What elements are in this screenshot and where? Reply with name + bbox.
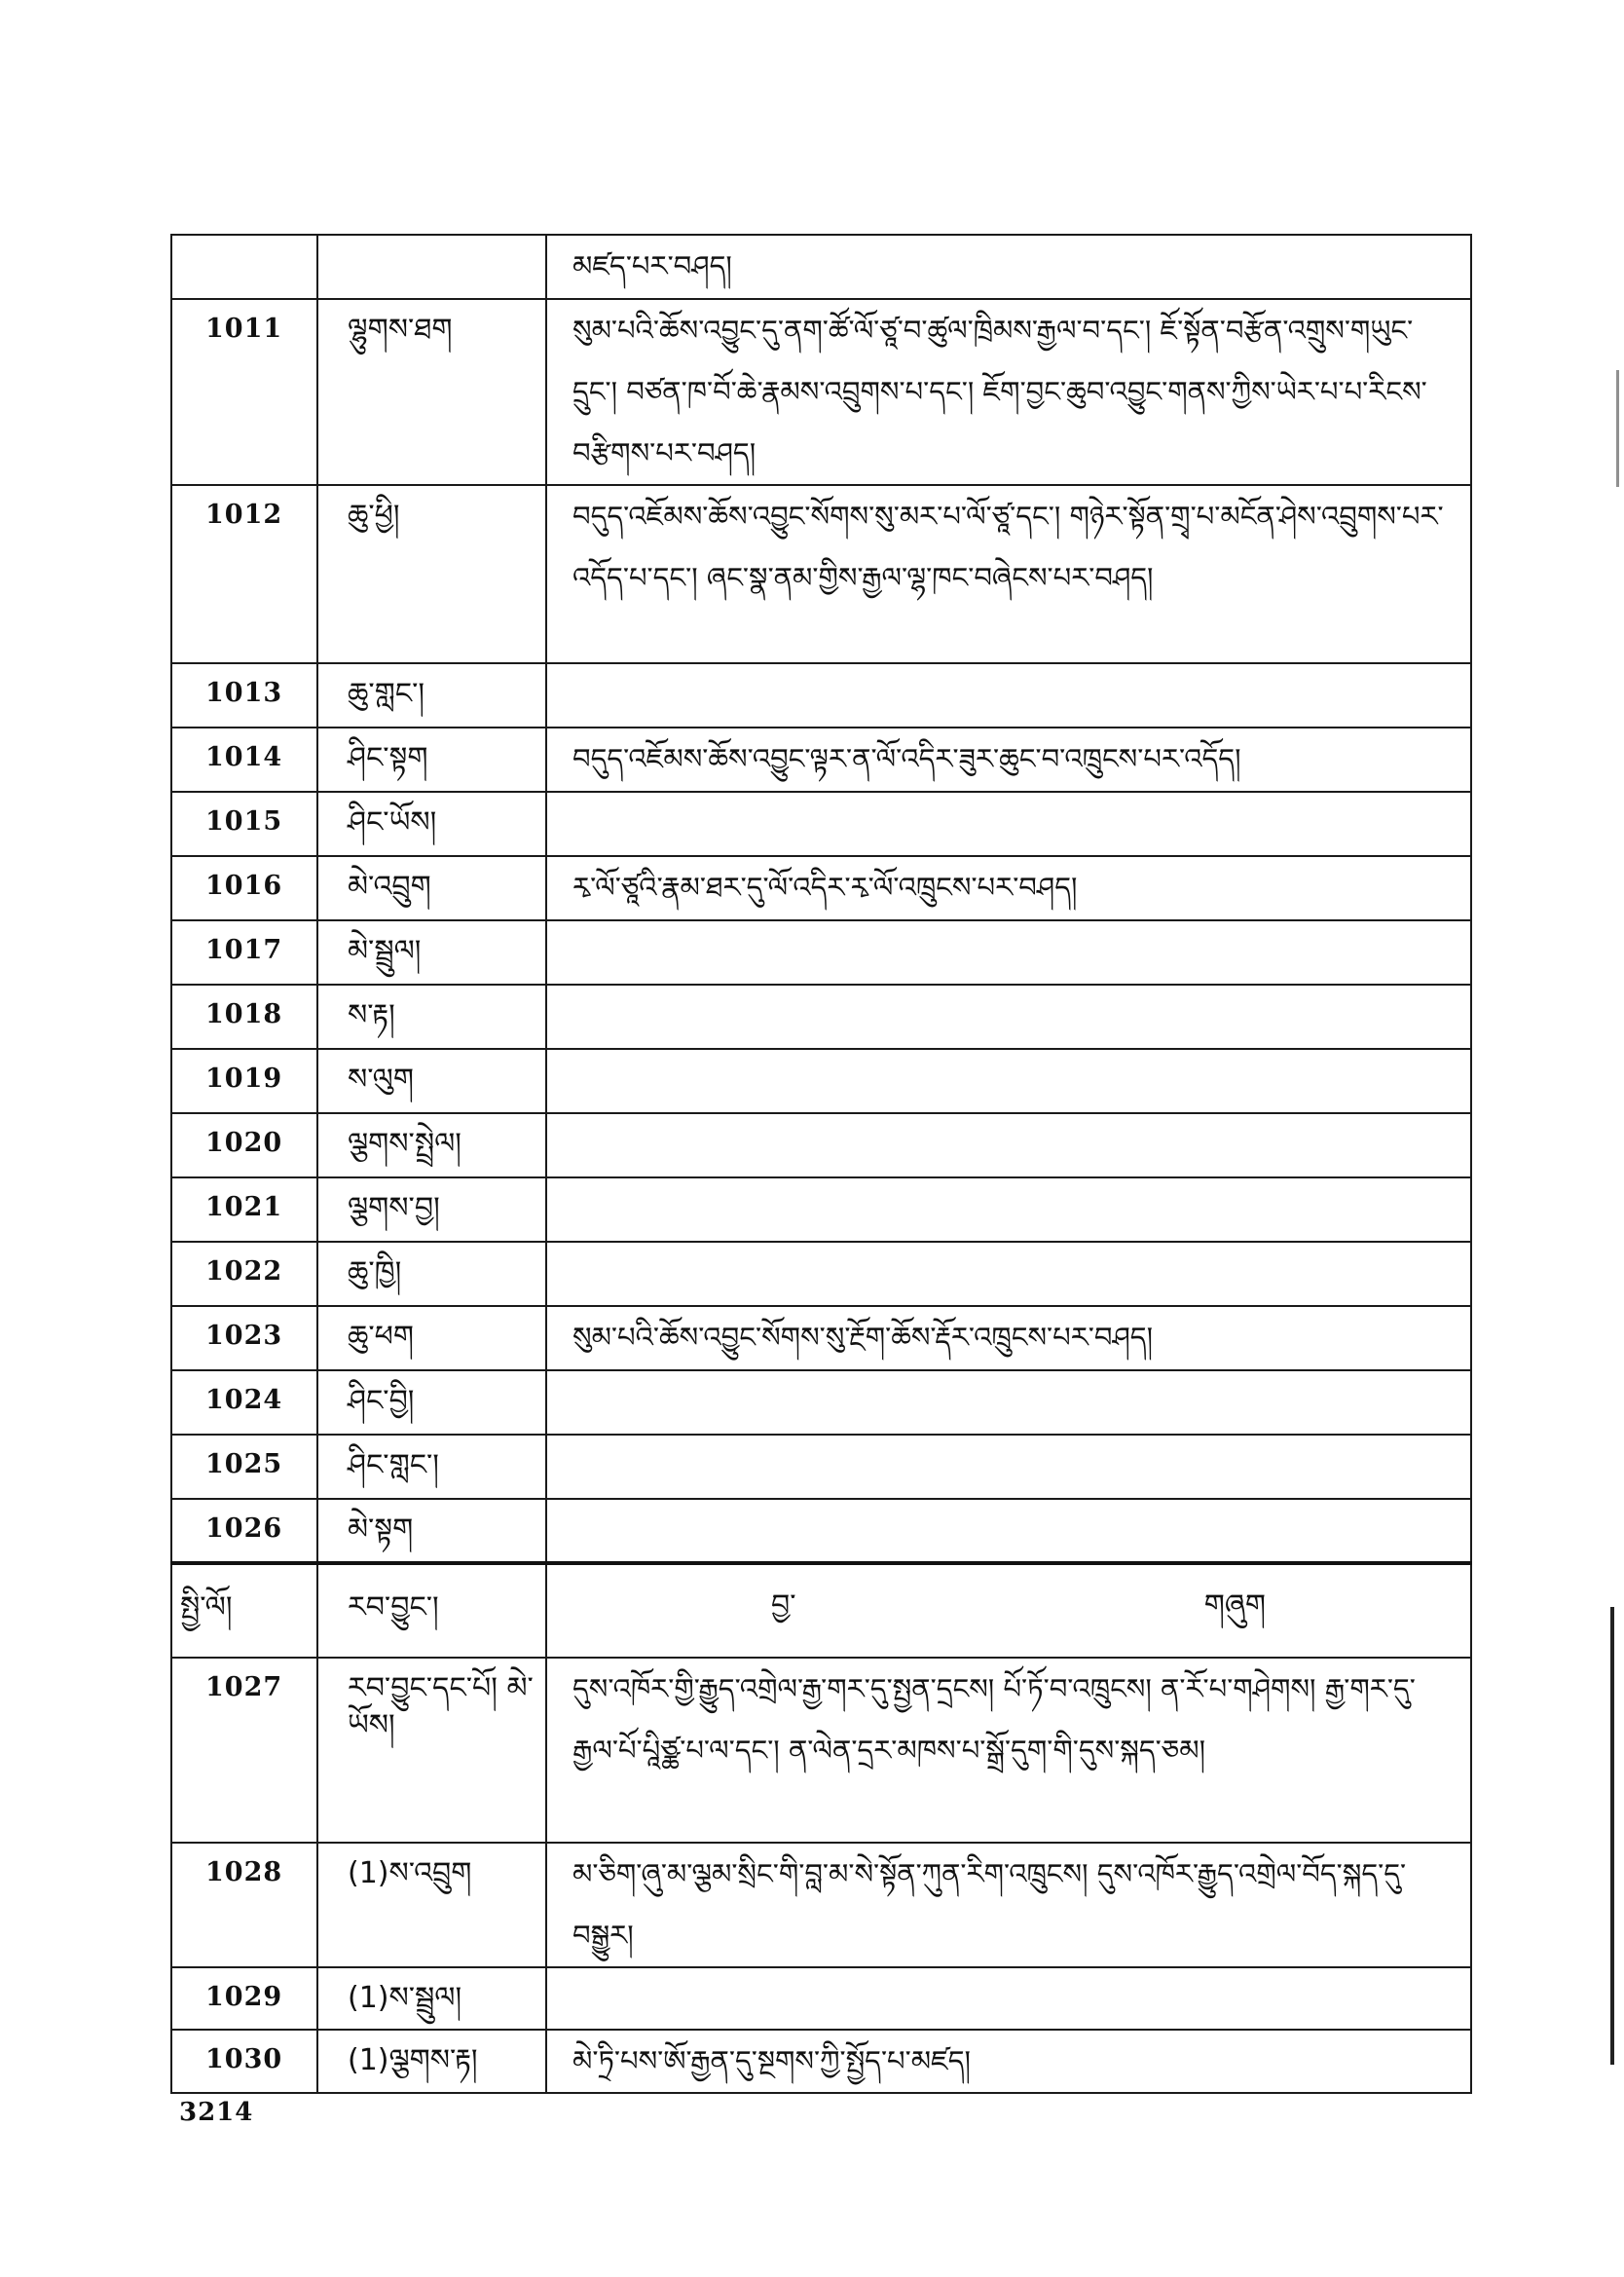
row-term-cell <box>317 920 546 985</box>
row-year-cell <box>171 1435 317 1499</box>
row-year: 1026 <box>205 1513 283 1544</box>
row-desc-cell <box>546 235 1471 299</box>
chronology-table <box>170 234 1472 2094</box>
row-year-cell <box>171 1177 317 1242</box>
row-term-cell <box>317 1242 546 1306</box>
row-term: མེ་སྟག <box>348 1512 414 1547</box>
row-year <box>172 236 316 249</box>
row-description: དུས་འཁོར་གྱི་རྒྱུད་འགྲེལ་རྒྱ་གར་དུ་སྤྱན་དྲངས། པོ་ཏོ་བ་འཁྲུངས། ན་རོ་པ་གཤེགས། རྒྱ་གར་དུ་རྒྱལ་པོ་པཱིཙྪ་པ་ལ་དང་། ན་ལེན་དྲར་མཁས་པ་སྒྲོ་དུག་གི་དུས་སྐད་ཅམ། <box>572 1672 1416 1767</box>
row-description: རྭ་ལོ་ཙཱའི་རྣམ་ཐར་དུ་ལོ་འདིར་རྭ་ལོ་འཁྲུངས་པར་བཤད། <box>572 871 1078 904</box>
table-row <box>171 856 1471 920</box>
row-year-cell <box>171 728 317 792</box>
row-description: བདུད་འཇོམས་ཆོས་འབྱུང་སོགས་སུ་མར་པ་ལོ་ཙཱ་དང་། གཉེར་སྟོན་གྲྭ་པ་མངོན་ཤེས་འབྲུགས་པར་འདོད་པ་དང་། ཞང་སྣ་ནམ་གྱིས་རྒྱལ་ལྷ་ཁང་བཞེངས་པར་བཤད། <box>572 500 1444 594</box>
row-year-cell <box>171 1306 317 1370</box>
row-year: 1012 <box>205 500 283 530</box>
table-row <box>171 1843 1471 1967</box>
row-term-cell <box>317 1843 546 1967</box>
row-year: 1016 <box>205 871 283 901</box>
row-term-cell <box>317 1967 546 2030</box>
row-desc-cell <box>546 1843 1471 1967</box>
row-term: མེ་སྦྲུལ། <box>348 934 422 968</box>
header-desc-left: བྱ་ <box>771 1588 796 1623</box>
row-description: སུམ་པའི་ཆོས་འབྱུང་སོགས་སུ་རྔོག་ཆོས་རྡོར་འཁྲུངས་པར་བཤད། <box>572 1321 1154 1354</box>
table-row <box>171 2030 1471 2093</box>
row-term-cell <box>317 1658 546 1843</box>
table-row <box>171 1113 1471 1177</box>
row-desc-cell <box>546 920 1471 985</box>
row-term: (1)ལྕགས་རྟ། <box>348 2043 478 2077</box>
table-header-row <box>171 1563 1471 1658</box>
row-year-cell <box>171 1843 317 1967</box>
row-term-cell <box>317 485 546 663</box>
table-row <box>171 1177 1471 1242</box>
row-term: ས་རྟ། <box>348 998 395 1032</box>
row-year-cell <box>171 663 317 728</box>
row-year: 1017 <box>205 935 283 965</box>
row-year: 1019 <box>205 1064 283 1094</box>
table-row <box>171 1049 1471 1113</box>
row-term: ཆུ་ཕྱི། <box>348 499 400 533</box>
row-term-cell <box>317 235 546 299</box>
row-desc-cell <box>546 1177 1471 1242</box>
row-desc-cell <box>546 1049 1471 1113</box>
row-desc-cell <box>546 1658 1471 1843</box>
row-desc-cell <box>546 792 1471 856</box>
table-row <box>171 485 1471 663</box>
row-term: ལྷུགས་ཐག <box>348 313 453 347</box>
row-term <box>318 236 545 247</box>
row-description: མེ་ཏྲི་པས་ཨོ་རྒྱན་དུ་སྔགས་ཀྱི་སྤྱོད་པ་མཛད། <box>572 2044 971 2077</box>
row-term-cell <box>317 1177 546 1242</box>
row-year: 1022 <box>205 1256 283 1287</box>
row-term: མེ་འབྲུག <box>348 870 431 904</box>
row-desc-cell <box>546 1306 1471 1370</box>
row-desc-cell <box>546 485 1471 663</box>
row-year-cell <box>171 920 317 985</box>
table-row <box>171 1306 1471 1370</box>
row-year-cell <box>171 299 317 485</box>
row-year: 1025 <box>205 1449 283 1479</box>
row-term: (1)ས་འབྲུག <box>348 1856 472 1890</box>
row-year: 1029 <box>205 1982 283 2012</box>
row-term-cell <box>317 728 546 792</box>
table-row <box>171 1242 1471 1306</box>
row-term-cell <box>317 1306 546 1370</box>
row-term-cell <box>317 1113 546 1177</box>
table-row <box>171 299 1471 485</box>
row-desc-cell <box>546 1499 1471 1563</box>
row-term-cell <box>317 299 546 485</box>
table-row <box>171 235 1471 299</box>
page-number: 3214 <box>179 2098 254 2127</box>
scan-edge-mark <box>1610 1607 1614 2065</box>
header-desc-right: གཞུག <box>1203 1588 1266 1623</box>
row-year-cell <box>171 1049 317 1113</box>
row-year-cell <box>171 1658 317 1843</box>
row-year: 1028 <box>205 1857 283 1887</box>
row-year: 1024 <box>205 1385 283 1415</box>
row-year: 1027 <box>205 1672 283 1702</box>
row-year: 1020 <box>205 1128 283 1158</box>
row-year-cell <box>171 1113 317 1177</box>
row-year-cell <box>171 1242 317 1306</box>
table-row <box>171 985 1471 1049</box>
row-year-cell <box>171 2030 317 2093</box>
row-year-cell <box>171 792 317 856</box>
row-term-cell <box>317 2030 546 2093</box>
table-row <box>171 1967 1471 2030</box>
table-row <box>171 1658 1471 1843</box>
header-description <box>547 1565 1470 1655</box>
row-term-cell <box>317 663 546 728</box>
row-year-cell <box>171 1499 317 1563</box>
row-year-cell <box>171 1967 317 2030</box>
header-year: སྤྱི་ལོ། <box>180 1590 233 1624</box>
row-desc-cell <box>546 1435 1471 1499</box>
row-term: རབ་བྱུང་དང་པོ། མེ་ཡོས། <box>348 1671 534 1742</box>
row-desc-cell <box>546 1113 1471 1177</box>
header-term: རབ་བྱུང་། <box>348 1590 439 1624</box>
row-year: 1013 <box>205 678 283 708</box>
header-year-cell <box>171 1563 317 1658</box>
row-term-cell <box>317 1435 546 1499</box>
row-desc-cell <box>546 985 1471 1049</box>
row-term: ས་ལུག <box>348 1063 414 1097</box>
row-term: ཤིང་བྱི། <box>348 1384 415 1418</box>
row-year: 1014 <box>205 742 283 772</box>
table-row <box>171 1499 1471 1563</box>
row-desc-cell <box>546 299 1471 485</box>
row-desc-cell <box>546 663 1471 728</box>
table-row <box>171 663 1471 728</box>
row-year: 1018 <box>205 999 283 1029</box>
row-term-cell <box>317 1499 546 1563</box>
row-year: 1021 <box>205 1192 283 1222</box>
row-term-cell <box>317 985 546 1049</box>
row-year: 1030 <box>205 2044 283 2074</box>
row-term: ལྕགས་སྤྲེལ། <box>348 1127 461 1161</box>
row-term: ལྕགས་བྱ། <box>348 1191 440 1225</box>
row-desc-cell <box>546 1967 1471 2030</box>
table-row <box>171 1370 1471 1435</box>
row-description: སུམ་པའི་ཆོས་འབྱུང་དུ་ནག་ཚོ་ལོ་ཙཱ་བ་ཚུལ་ཁྲིམས་རྒྱལ་བ་དང་། ཇོ་སྟོན་བརྩོན་འགྲུས་གཡུང་དྲུང་། བཙན་ཁ་བོ་ཆེ་རྣམས་འབྲུགས་པ་དང་། ཇོག་བྱང་ཆུབ་འབྱུང་གནས་ཀྱིས་ཡེར་པ་པ་རིངས་བརྩིགས་པར་བཤད། <box>572 314 1427 469</box>
row-year: 1015 <box>205 806 283 837</box>
row-year: 1011 <box>205 314 283 344</box>
row-year-cell <box>171 985 317 1049</box>
scan-edge-mark <box>1616 370 1619 487</box>
row-term: ཤིང་གླང་། <box>348 1448 439 1482</box>
table-row <box>171 1435 1471 1499</box>
row-desc-cell <box>546 1242 1471 1306</box>
row-term: ཆུ་ཕག <box>348 1320 415 1354</box>
row-desc-cell <box>546 856 1471 920</box>
row-term-cell <box>317 1049 546 1113</box>
row-description: མཛད་པར་བཤད། <box>572 249 732 282</box>
row-term: (1)ས་སྦྲུལ། <box>348 1981 462 2015</box>
row-year-cell <box>171 856 317 920</box>
header-desc-cell <box>546 1563 1471 1658</box>
table-row <box>171 728 1471 792</box>
row-year: 1023 <box>205 1321 283 1351</box>
table-row <box>171 792 1471 856</box>
row-description: བདུད་འཇོམས་ཆོས་འབྱུང་ལྟར་ན་ལོ་འདིར་ཟུར་ཆུང་བ་འཁྲུངས་པར་འདོད། <box>572 742 1241 775</box>
row-year-cell <box>171 485 317 663</box>
row-desc-cell <box>546 2030 1471 2093</box>
row-desc-cell <box>546 1370 1471 1435</box>
row-term: ཤིང་ཡོས། <box>348 805 437 840</box>
row-term-cell <box>317 792 546 856</box>
row-year-cell <box>171 235 317 299</box>
row-term: ཆུ་གླང་། <box>348 677 425 711</box>
row-description: མ་ཅིག་ཞུ་མ་ལྕམ་སྲིང་གི་བླ་མ་སེ་སྟོན་ཀུན་རིག་འཁྲུངས། དུས་འཁོར་རྒྱུད་འགྲེལ་བོད་སྐད་དུ་བསྒྱུར། <box>572 1857 1407 1952</box>
row-term: ཤིང་སྟག <box>348 741 428 775</box>
row-term: ཆུ་ཁྱི། <box>348 1255 402 1289</box>
row-term-cell <box>317 856 546 920</box>
header-term-cell <box>317 1563 546 1658</box>
row-term-cell <box>317 1370 546 1435</box>
row-desc-cell <box>546 728 1471 792</box>
row-year-cell <box>171 1370 317 1435</box>
table-row <box>171 920 1471 985</box>
